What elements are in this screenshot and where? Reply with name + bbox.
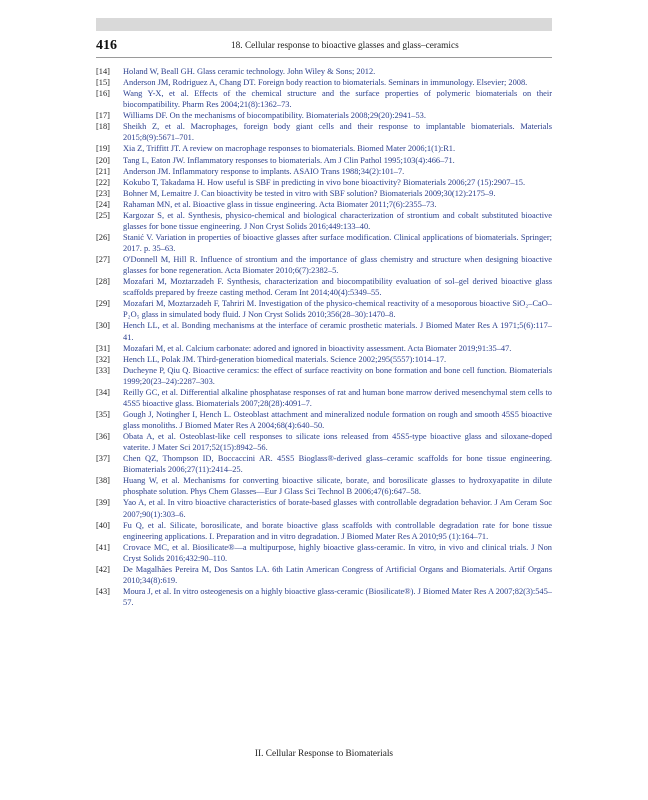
reference-number: [30] xyxy=(96,321,110,331)
reference-link[interactable]: Mozafari M, Moztarzadeh F. Synthesis, characterization and biocompatibility evaluation of sol–gel derived bioactive glass scaffolds prepared by freeze casting method. Ceram Int 2014;40(4):5349–55. xyxy=(123,277,552,298)
reference-item xyxy=(96,77,552,88)
reference-link[interactable]: Bohner M, Lemaitre J. Can bioactivity be tested in vitro with SBF solution? Biomaterials 2009;30(12):2175–9. xyxy=(123,188,496,198)
reference-link[interactable]: Huang W, et al. Mechanisms for converting bioactive silicate, borate, and borosilicate glasses to hydroxyapatite in dilute phosphate solution. Phys Chem Glasses—Eur J Glass Sci Technol B 2006;47(6):647–58. xyxy=(123,476,552,497)
reference-item xyxy=(96,365,552,387)
reference-list xyxy=(96,66,552,608)
reference-link[interactable]: Hench LL, et al. Bonding mechanisms at the interface of ceramic prosthetic materials. J Biomed Mater Res A 1971;5(6):117–41. xyxy=(123,321,552,342)
reference-number: [29] xyxy=(96,299,110,309)
reference-link[interactable]: Sheikh Z, et al. Macrophages, foreign body giant cells and their response to implantable biomaterials. Materials 2015;8(9):5671–701. xyxy=(123,122,552,143)
reference-link[interactable]: Moura J, et al. In vitro osteogenesis on a highly bioactive glass-ceramic (Biosilicate®). J Biomed Mater Res A 2007;82(3):545–57. xyxy=(123,586,552,607)
reference-item xyxy=(96,66,552,77)
reference-item xyxy=(96,177,552,188)
reference-item xyxy=(96,210,552,232)
reference-link[interactable]: Stanić V. Variation in properties of bioactive glasses after surface modification. Clinical applications of biomaterials. Springer; 2017. p. 35–63. xyxy=(123,232,552,253)
reference-link[interactable]: Yao A, et al. In vitro bioactive characteristics of borate-based glasses with controllable degradation behavior. J Am Ceram Soc 2007;90(1):303–6. xyxy=(123,498,552,519)
page-header xyxy=(96,38,552,54)
reference-link[interactable]: De Magalhães Pereira M, Dos Santos LA. 6th Latin American Congress of Artificial Organs and Biomaterials. Artif Organs 2010;34(8):619. xyxy=(123,564,552,585)
reference-link[interactable]: Chen QZ, Thompson ID, Boccaccini AR. 45S5 Bioglass®-derived glass–ceramic scaffolds for bone tissue engineering. Biomaterials 2006;27(11):2414–25. xyxy=(123,454,552,475)
reference-number: [18] xyxy=(96,122,110,132)
reference-link[interactable]: Mozafari M, Moztarzadeh F, Tahriri M. Investigation of the physico-chemical reactivity of a mesoporous bioactive SiO₂–CaO–P₂O₅ glass in simulated body fluid. J Non Cryst Solids 2010;356(28–30):1470–8. xyxy=(123,299,552,320)
reference-link[interactable]: Crovace MC, et al. Biosilicate®—a multipurpose, highly bioactive glass-ceramic. In vitro, in vivo and clinical trials. J Non Cryst Solids 2016;432:90–110. xyxy=(123,542,552,563)
reference-item xyxy=(96,354,552,365)
reference-number: [15] xyxy=(96,78,110,88)
reference-number: [42] xyxy=(96,564,110,574)
reference-number: [22] xyxy=(96,177,110,187)
reference-link[interactable]: Kokubo T, Takadama H. How useful is SBF in predicting in vivo bone bioactivity? Biomaterials 2006;27 (15):2907–15. xyxy=(123,177,526,187)
reference-item xyxy=(96,564,552,586)
reference-link[interactable]: Rahaman MN, et al. Bioactive glass in tissue engineering. Acta Biomater 2011;7(6):2355–73. xyxy=(123,199,437,209)
reference-item xyxy=(96,276,552,298)
reference-link[interactable]: Ducheyne P, Qiu Q. Bioactive ceramics: the effect of surface reactivity on bone formation and bone cell function. Biomaterials 1999;20(23–24):2287–303. xyxy=(123,365,552,386)
reference-number: [43] xyxy=(96,586,110,596)
reference-item xyxy=(96,166,552,177)
reference-link[interactable]: Mozafari M, et al. Calcium carbonate: adored and ignored in bioactivity assessment. Acta Biomater 2019;91:35–47. xyxy=(123,343,512,353)
reference-item xyxy=(96,110,552,121)
reference-number: [31] xyxy=(96,343,110,353)
reference-number: [34] xyxy=(96,387,110,397)
reference-link[interactable]: Kargozar S, et al. Synthesis, physico-chemical and biological characterization of strontium and cobalt substituted bioactive glasses for bone tissue engineering. J Non Cryst Solids 2016;449:133–40. xyxy=(123,210,552,231)
page-number: 416 xyxy=(96,38,117,53)
reference-link[interactable]: Anderson JM, Rodriguez A, Chang DT. Foreign body reaction to biomaterials. Seminars in immunology. Elsevier; 2008. xyxy=(123,78,528,88)
reference-number: [37] xyxy=(96,454,110,464)
reference-number: [24] xyxy=(96,199,110,209)
reference-number: [19] xyxy=(96,144,110,154)
reference-link[interactable]: Wang Y-X, et al. Effects of the chemical structure and the surface properties of polymeric biomaterials on their biocompatibility. Pharm Res 2004;21(8):1362–73. xyxy=(123,89,552,110)
reference-number: [41] xyxy=(96,542,110,552)
reference-item xyxy=(96,475,552,497)
reference-link[interactable]: Gough J, Notingher I, Hench L. Osteoblast attachment and mineralized nodule formation on rough and smooth 45S5 bioactive glass monoliths. J Biomed Mater Res A 2004;68(4):640–50. xyxy=(123,409,552,430)
reference-link[interactable]: Reilly GC, et al. Differential alkaline phosphatase responses of rat and human bone marrow derived mesenchymal stem cells to 45S5 bioactive glass. Biomaterials 2007;28(28):4091–7. xyxy=(123,387,552,408)
reference-number: [36] xyxy=(96,432,110,442)
reference-number: [23] xyxy=(96,188,110,198)
reference-number: [38] xyxy=(96,476,110,486)
reference-link[interactable]: Hench LL, Polak JM. Third-generation biomedical materials. Science 2002;295(5557):1014–17. xyxy=(123,354,447,364)
reference-link[interactable]: Tang L, Eaton JW. Inflammatory responses to biomaterials. Am J Clin Pathol 1995;103(4):466–71. xyxy=(123,155,455,165)
reference-item xyxy=(96,387,552,409)
reference-number: [14] xyxy=(96,67,110,76)
reference-item xyxy=(96,586,552,608)
page-footer: II. Cellular Response to Biomaterials xyxy=(254,749,394,759)
reference-link[interactable]: Xia Z, Triffitt JT. A review on macrophage responses to biomaterials. Biomed Mater 2006;1(1):R1. xyxy=(123,144,456,154)
reference-number: [26] xyxy=(96,232,110,242)
reference-item xyxy=(96,155,552,166)
reference-item xyxy=(96,431,552,453)
reference-link[interactable]: O'Donnell M, Hill R. Influence of strontium and the importance of glass chemistry and structure when designing bioactive glasses for bone regeneration. Acta Biomater 2010;6(7):2382–5. xyxy=(123,255,552,276)
reference-item xyxy=(96,232,552,254)
reference-item xyxy=(96,254,552,276)
reference-number: [21] xyxy=(96,166,110,176)
reference-item xyxy=(96,188,552,199)
reference-number: [39] xyxy=(96,498,110,508)
reference-number: [17] xyxy=(96,111,110,121)
reference-item xyxy=(96,298,552,320)
reference-item xyxy=(96,542,552,564)
reference-item xyxy=(96,453,552,475)
reference-item xyxy=(96,320,552,342)
reference-item xyxy=(96,143,552,154)
reference-item xyxy=(96,520,552,542)
reference-item xyxy=(96,343,552,354)
reference-link[interactable]: Obata A, et al. Osteoblast-like cell responses to silicate ions released from 45S5-type bioactive glass and siloxane-doped vaterite. J Mater Sci 2017;52(15):8942–56. xyxy=(123,432,552,453)
header-rule xyxy=(96,57,552,58)
reference-number: [33] xyxy=(96,365,110,375)
reference-number: [28] xyxy=(96,277,110,287)
reference-item xyxy=(96,121,552,143)
reference-item xyxy=(96,409,552,431)
reference-number: [16] xyxy=(96,89,110,99)
reference-link[interactable]: Anderson JM. Inflammatory response to implants. ASAIO Trans 1988;34(2):101–7. xyxy=(123,166,405,176)
reference-number: [35] xyxy=(96,409,110,419)
reference-number: [27] xyxy=(96,255,110,265)
reference-item xyxy=(96,88,552,110)
reference-link[interactable]: Williams DF. On the mechanisms of biocompatibility. Biomaterials 2008;29(20):2941–53. xyxy=(123,111,426,121)
reference-number: [20] xyxy=(96,155,110,165)
reference-link[interactable]: Holand W, Beall GH. Glass ceramic technology. John Wiley & Sons; 2012. xyxy=(123,67,376,76)
header-band xyxy=(96,18,552,31)
running-title: 18. Cellular response to bioactive glasses and glass–ceramics xyxy=(231,41,459,51)
reference-number: [25] xyxy=(96,210,110,220)
reference-number: [32] xyxy=(96,354,110,364)
reference-item xyxy=(96,199,552,210)
reference-link[interactable]: Fu Q, et al. Silicate, borosilicate, and borate bioactive glass scaffolds with controllable degradation rate for bone tissue engineering applications. I. Preparation and in vitro degradation. J Biomed Mater Res A 2010;95 (1):164–71. xyxy=(123,520,552,541)
reference-item xyxy=(96,497,552,519)
reference-number: [40] xyxy=(96,520,110,530)
